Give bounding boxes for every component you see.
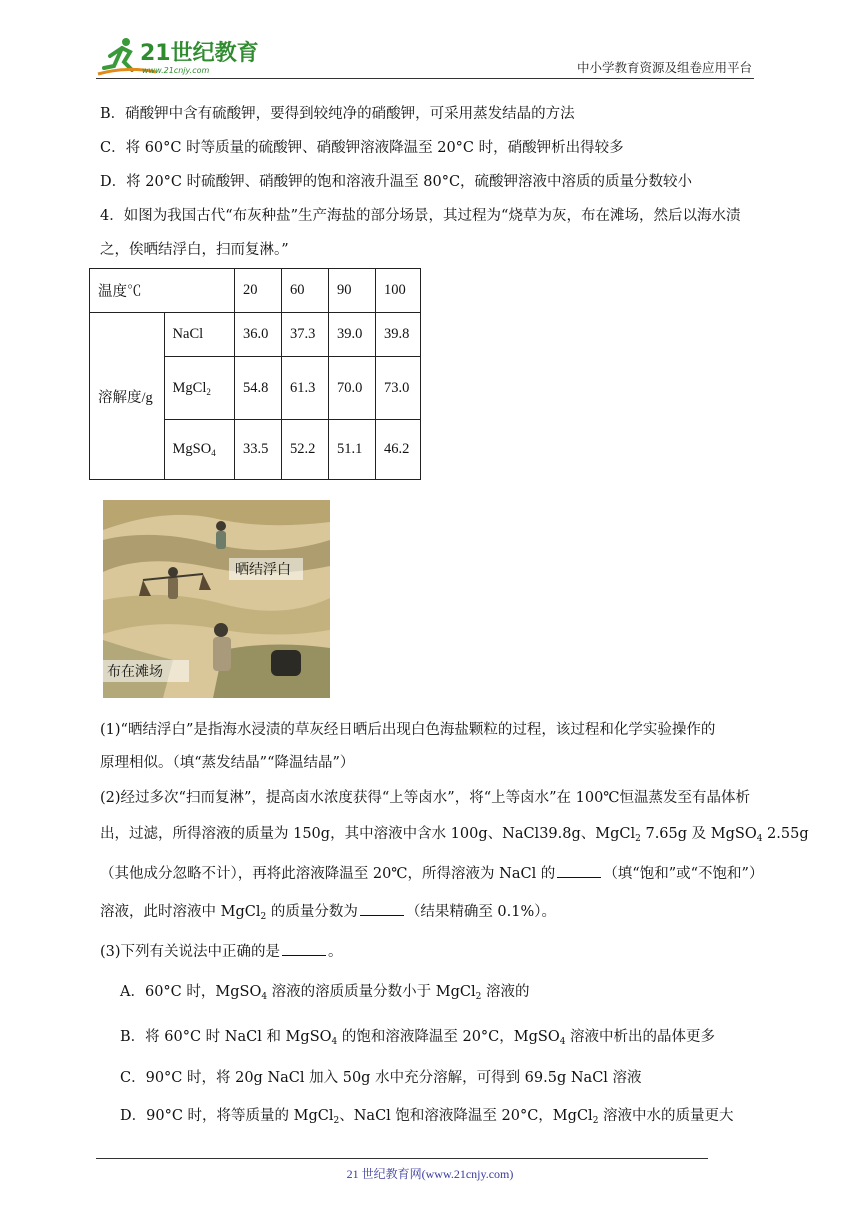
value-cell: 36.0	[235, 313, 282, 357]
value-cell: 39.8	[376, 313, 421, 357]
q4-stem-line1: 4．如图为我国古代“布灰种盐”生产海盐的部分场景，其过程为“烧草为灰，布在滩场，然后以海水渍	[100, 208, 741, 224]
substance-cell: MgSO$_4$	[164, 420, 234, 480]
footer-text[interactable]: 21 世纪教育网(www.21cnjy.com)	[346, 1167, 514, 1181]
subq2-line2: 出，过滤，所得溶液的质量为 150g，其中溶液中含水 100g、NaCl39.8g、MgCl$_2$ 7.65g 及 MgSO$_4$ 2.55g	[100, 826, 809, 844]
option-d: D．将 20°C 时硫酸钾、硝酸钾的饱和溶液升温至 80°C，硫酸钾溶液中溶质的质量分数较小	[100, 174, 693, 190]
footer-divider	[96, 1158, 708, 1159]
temp-cell: 60	[282, 269, 329, 313]
value-cell: 33.5	[235, 420, 282, 480]
subq1-line2: 原理相似。（填“蒸发结晶”“降温结晶”）	[100, 755, 355, 771]
subq2-line1: (2)经过多次“扫而复淋”，提高卤水浓度获得“上等卤水”，将“上等卤水”在 100℃恒温蒸发至有晶体析	[100, 790, 751, 806]
logo-text: 21世纪教育	[140, 41, 259, 66]
answer-blank[interactable]	[282, 943, 326, 956]
value-cell: 54.8	[235, 357, 282, 420]
temp-cell: 100	[376, 269, 421, 313]
header-divider	[96, 78, 754, 79]
subq3-option-c: C．90°C 时，将 20g NaCl 加入 50g 水中充分溶解，可得到 69.5g NaCl 溶液	[120, 1070, 642, 1086]
value-cell: 51.1	[329, 420, 376, 480]
solubility-table	[89, 268, 421, 480]
value-cell: 70.0	[329, 357, 376, 420]
subq3-option-b: B．将 60°C 时 NaCl 和 MgSO$_4$ 的饱和溶液降温至 20°C，MgSO$_4$ 溶液中析出的晶体更多	[120, 1029, 716, 1047]
table-header-row	[90, 269, 421, 313]
subq3-option-d: D．90°C 时，将等质量的 MgCl$_2$、NaCl 饱和溶液降温至 20°C，MgCl$_2$ 溶液中水的质量更大	[120, 1108, 734, 1126]
value-cell: 73.0	[376, 357, 421, 420]
value-cell: 52.2	[282, 420, 329, 480]
value-cell: 39.0	[329, 313, 376, 357]
subq3-stem: (3)下列有关说法中正确的是 。	[100, 944, 343, 960]
temp-cell: 20	[235, 269, 282, 313]
substance-cell: NaCl	[164, 313, 234, 357]
subq2-line4: 溶液，此时溶液中 MgCl$_2$ 的质量分数为 （结果精确至 0.1%）。	[100, 904, 557, 922]
value-cell: 61.3	[282, 357, 329, 420]
site-tagline: 中小学教育资源及组卷应用平台	[576, 60, 752, 75]
image-label-1: 晒结浮白	[235, 562, 291, 578]
answer-blank[interactable]	[557, 865, 601, 878]
answer-blank[interactable]	[360, 903, 404, 916]
q4-stem-line2: 之，俟晒结浮白，扫而复淋。”	[100, 242, 289, 258]
option-c: C．将 60°C 时等质量的硫酸钾、硝酸钾溶液降温至 20°C 时，硝酸钾析出得较多	[100, 140, 624, 156]
table-row	[90, 313, 421, 357]
subq2-line3: （其他成分忽略不计），再将此溶液降温至 20℃，所得溶液为 NaCl 的 （填“饱和”或“不饱和”）	[100, 866, 764, 882]
image-label-2: 布在滩场	[107, 664, 163, 680]
site-logo	[96, 36, 266, 78]
option-b: B．硝酸钾中含有硫酸钾，要得到较纯净的硝酸钾，可采用蒸发结晶的方法	[100, 106, 575, 122]
temp-cell: 90	[329, 269, 376, 313]
substance-cell: MgCl$_2$	[164, 357, 234, 420]
temp-label: 温度℃	[90, 269, 235, 313]
salt-making-illustration	[103, 500, 330, 698]
solubility-label: 溶解度/g	[90, 313, 165, 480]
value-cell: 46.2	[376, 420, 421, 480]
subq1-line1: (1)“晒结浮白”是指海水浸渍的草灰经日晒后出现白色海盐颗粒的过程，该过程和化学实验操作的	[100, 722, 716, 738]
value-cell: 37.3	[282, 313, 329, 357]
subq3-option-a: A．60°C 时，MgSO$_4$ 溶液的溶质质量分数小于 MgCl$_2$ 溶液的	[120, 984, 530, 1002]
logo-url: www.21cnjy.com	[142, 66, 210, 75]
